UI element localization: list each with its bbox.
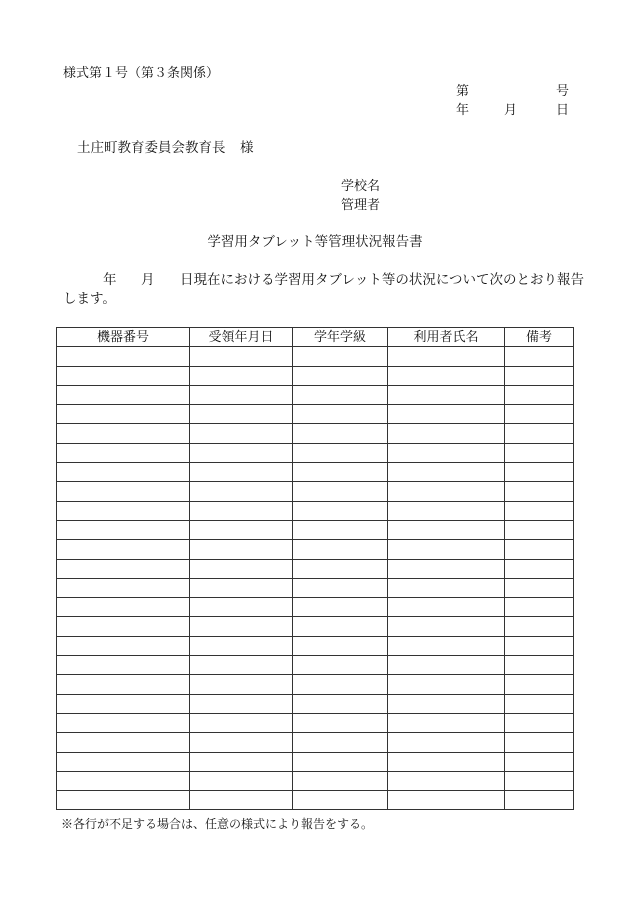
table-row — [57, 675, 574, 694]
table-cell[interactable] — [190, 791, 293, 810]
table-cell[interactable] — [388, 540, 505, 559]
table-cell[interactable] — [190, 443, 293, 462]
doc-number-suffix: 号 — [556, 84, 570, 99]
table-row — [57, 366, 574, 385]
table-row — [57, 424, 574, 443]
body-text-line1: 日現在における学習用タブレット等の状況について次のとおり報告 — [180, 272, 585, 288]
table-cell[interactable] — [505, 733, 574, 752]
table-cell[interactable] — [505, 675, 574, 694]
date-month: 月 — [504, 103, 518, 118]
table-cell[interactable] — [190, 636, 293, 655]
table-cell[interactable] — [57, 501, 190, 520]
table-cell[interactable] — [190, 598, 293, 617]
table-cell[interactable] — [388, 347, 505, 366]
table-cell[interactable] — [57, 540, 190, 559]
table-cell[interactable] — [388, 482, 505, 501]
table-cell[interactable] — [388, 463, 505, 482]
table-header-row — [57, 328, 574, 347]
manager-label: 管理者 — [341, 198, 381, 213]
table-cell[interactable] — [505, 636, 574, 655]
table-cell[interactable] — [293, 482, 388, 501]
table-cell[interactable] — [293, 463, 388, 482]
table-cell[interactable] — [388, 424, 505, 443]
table-cell[interactable] — [57, 752, 190, 771]
table-cell[interactable] — [293, 366, 388, 385]
table-cell[interactable] — [190, 713, 293, 732]
table-cell[interactable] — [388, 366, 505, 385]
addressee-name: 土庄町教育委員会教育長 — [77, 140, 226, 156]
table-cell[interactable] — [57, 636, 190, 655]
table-cell[interactable] — [505, 540, 574, 559]
form-number: 様式第１号（第３条関係） — [63, 66, 220, 81]
table-cell[interactable] — [388, 656, 505, 675]
table-cell[interactable] — [388, 578, 505, 597]
table-cell[interactable] — [57, 520, 190, 539]
document-title: 学習用タブレット等管理状況報告書 — [207, 234, 423, 250]
table-cell[interactable] — [57, 694, 190, 713]
table-row — [57, 443, 574, 462]
table-cell[interactable] — [190, 501, 293, 520]
table-cell[interactable] — [293, 636, 388, 655]
table-row — [57, 540, 574, 559]
table-row — [57, 791, 574, 810]
table-cell[interactable] — [293, 424, 388, 443]
table-cell[interactable] — [293, 405, 388, 424]
table-cell[interactable] — [57, 559, 190, 578]
table-cell[interactable] — [293, 617, 388, 636]
table-cell[interactable] — [293, 443, 388, 462]
table-cell[interactable] — [505, 385, 574, 404]
table-cell[interactable] — [388, 617, 505, 636]
table-cell[interactable] — [57, 771, 190, 790]
table-cell[interactable] — [293, 559, 388, 578]
table-cell[interactable] — [57, 463, 190, 482]
table-cell[interactable] — [190, 347, 293, 366]
table-cell[interactable] — [57, 443, 190, 462]
table-cell[interactable] — [190, 656, 293, 675]
header-received-date: 受領年月日 — [190, 328, 293, 347]
table-row — [57, 617, 574, 636]
table-cell[interactable] — [190, 559, 293, 578]
table-cell[interactable] — [57, 733, 190, 752]
table-row — [57, 733, 574, 752]
table-cell[interactable] — [57, 713, 190, 732]
table-body — [57, 347, 574, 810]
table-cell[interactable] — [293, 791, 388, 810]
table-cell[interactable] — [388, 713, 505, 732]
table-cell[interactable] — [505, 520, 574, 539]
header-device-number: 機器番号 — [57, 328, 190, 347]
table-cell[interactable] — [293, 752, 388, 771]
table-cell[interactable] — [505, 366, 574, 385]
table-cell[interactable] — [190, 424, 293, 443]
table-cell[interactable] — [388, 733, 505, 752]
table-row — [57, 636, 574, 655]
table-cell[interactable] — [190, 694, 293, 713]
table-cell[interactable] — [505, 791, 574, 810]
table-cell[interactable] — [293, 694, 388, 713]
table-cell[interactable] — [57, 598, 190, 617]
table-row — [57, 771, 574, 790]
header-grade-class: 学年学級 — [293, 328, 388, 347]
table-cell[interactable] — [293, 501, 388, 520]
table-cell[interactable] — [57, 791, 190, 810]
table-row — [57, 520, 574, 539]
table-cell[interactable] — [190, 405, 293, 424]
table-cell[interactable] — [190, 520, 293, 539]
body-year: 年 — [103, 272, 117, 288]
table-cell[interactable] — [190, 578, 293, 597]
table-cell[interactable] — [57, 385, 190, 404]
table-cell[interactable] — [388, 598, 505, 617]
table-cell[interactable] — [505, 656, 574, 675]
table-cell[interactable] — [293, 713, 388, 732]
table-cell[interactable] — [505, 347, 574, 366]
table-cell[interactable] — [293, 385, 388, 404]
header-user-name: 利用者氏名 — [388, 328, 505, 347]
table-cell[interactable] — [57, 347, 190, 366]
table-cell[interactable] — [388, 559, 505, 578]
table-cell[interactable] — [57, 578, 190, 597]
table-cell[interactable] — [190, 366, 293, 385]
table-row — [57, 385, 574, 404]
school-name-label: 学校名 — [341, 179, 381, 194]
table-cell[interactable] — [505, 424, 574, 443]
table-cell[interactable] — [388, 385, 505, 404]
date-year: 年 — [456, 103, 470, 118]
report-table — [56, 327, 574, 810]
table-cell[interactable] — [388, 694, 505, 713]
table-row — [57, 752, 574, 771]
table-cell[interactable] — [190, 733, 293, 752]
table-cell[interactable] — [505, 463, 574, 482]
table-cell[interactable] — [505, 405, 574, 424]
table-cell[interactable] — [388, 752, 505, 771]
table-cell[interactable] — [505, 559, 574, 578]
table-cell[interactable] — [57, 424, 190, 443]
table-cell[interactable] — [505, 617, 574, 636]
table-cell[interactable] — [190, 482, 293, 501]
table-cell[interactable] — [505, 694, 574, 713]
table-cell[interactable] — [190, 752, 293, 771]
table-cell[interactable] — [388, 636, 505, 655]
table-row — [57, 598, 574, 617]
table-row — [57, 559, 574, 578]
table-cell[interactable] — [505, 501, 574, 520]
table-cell[interactable] — [505, 713, 574, 732]
table-cell[interactable] — [190, 385, 293, 404]
table-row — [57, 405, 574, 424]
table-cell[interactable] — [293, 771, 388, 790]
table-cell[interactable] — [505, 578, 574, 597]
table-cell[interactable] — [388, 501, 505, 520]
table-row — [57, 463, 574, 482]
table-cell[interactable] — [57, 366, 190, 385]
table-cell[interactable] — [388, 675, 505, 694]
body-text-line2: します。 — [63, 291, 116, 307]
table-cell[interactable] — [388, 791, 505, 810]
table-cell[interactable] — [505, 598, 574, 617]
table-cell[interactable] — [190, 675, 293, 694]
table-cell[interactable] — [57, 482, 190, 501]
table-row — [57, 713, 574, 732]
footnote: ※各行が不足する場合は、任意の様式により報告をする。 — [61, 817, 374, 831]
table-row — [57, 501, 574, 520]
table-cell[interactable] — [293, 578, 388, 597]
table-cell[interactable] — [190, 617, 293, 636]
table-cell[interactable] — [505, 752, 574, 771]
table-cell[interactable] — [293, 656, 388, 675]
table-cell[interactable] — [293, 733, 388, 752]
table-cell[interactable] — [388, 771, 505, 790]
table-cell[interactable] — [505, 443, 574, 462]
addressee-honorific: 様 — [240, 140, 254, 156]
table-cell[interactable] — [388, 405, 505, 424]
table-cell[interactable] — [293, 347, 388, 366]
table-cell[interactable] — [505, 771, 574, 790]
table-cell[interactable] — [388, 443, 505, 462]
table-cell[interactable] — [57, 617, 190, 636]
table-cell[interactable] — [190, 463, 293, 482]
table-cell[interactable] — [293, 675, 388, 694]
body-month: 月 — [141, 272, 155, 288]
table-cell[interactable] — [57, 656, 190, 675]
table-cell[interactable] — [57, 405, 190, 424]
table-cell[interactable] — [388, 520, 505, 539]
date-day: 日 — [556, 103, 570, 118]
table-cell[interactable] — [293, 520, 388, 539]
header-remarks: 備考 — [505, 328, 574, 347]
doc-number-prefix: 第 — [456, 84, 470, 99]
table-row — [57, 482, 574, 501]
table-row — [57, 694, 574, 713]
table-cell[interactable] — [57, 675, 190, 694]
table-row — [57, 578, 574, 597]
table-cell[interactable] — [293, 540, 388, 559]
table-cell[interactable] — [293, 598, 388, 617]
table-cell[interactable] — [190, 540, 293, 559]
table-cell[interactable] — [505, 482, 574, 501]
table-row — [57, 347, 574, 366]
table-row — [57, 656, 574, 675]
table-cell[interactable] — [190, 771, 293, 790]
